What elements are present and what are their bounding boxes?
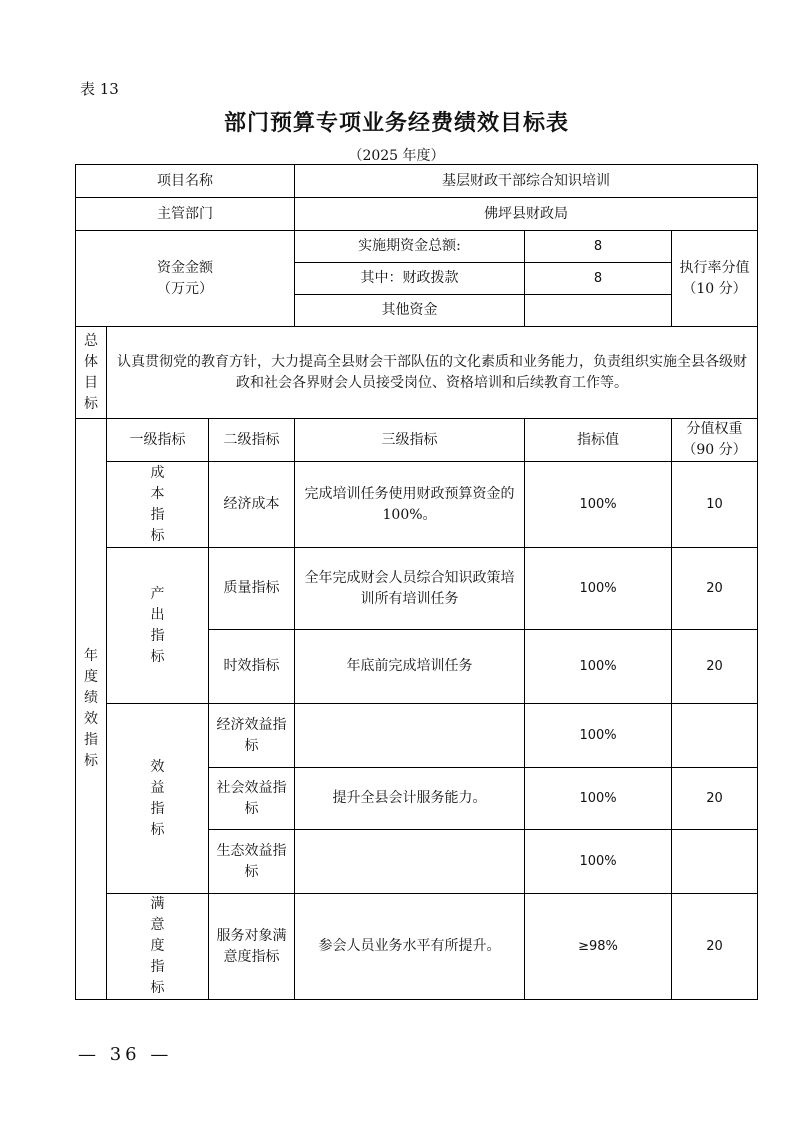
funds-other-value <box>525 295 672 327</box>
weight-cell: 20 <box>672 548 758 630</box>
level1-cost: 成本指标 <box>107 462 209 548</box>
level3-cell: 年底前完成培训任务 <box>295 630 525 704</box>
level3-cell: 全年完成财会人员综合知识政策培训所有培训任务 <box>295 548 525 630</box>
level2-cell: 时效指标 <box>209 630 295 704</box>
value-cell: 100% <box>525 830 672 894</box>
performance-target-table <box>75 164 758 1000</box>
overall-goal-row <box>76 327 758 419</box>
level1-benefit: 效益指标 <box>107 704 209 894</box>
level2-cell: 社会效益指标 <box>209 768 295 830</box>
overall-goal-text: 认真贯彻党的教育方针，大力提高全县财会干部队伍的文化素质和业务能力，负责组织实施全县各级财政和社会各界财会人员接受岗位、资格培训和后续教育工作等。 <box>107 327 758 419</box>
level2-cell: 经济成本 <box>209 462 295 548</box>
funds-unit: （万元） <box>157 280 214 297</box>
level3-cell: 提升全县会计服务能力。 <box>295 768 525 830</box>
table-number-label: 表 13 <box>80 80 119 98</box>
project-name-value: 基层财政干部综合知识培训 <box>295 165 758 198</box>
project-name-row <box>76 165 758 198</box>
project-name-label: 项目名称 <box>76 165 295 198</box>
funds-total-row <box>76 231 758 263</box>
funds-fiscal-value: 8 <box>525 263 672 295</box>
annual-indicators-label: 年度绩效指标 <box>76 419 107 1000</box>
level3-cell: 参会人员业务水平有所提升。 <box>295 894 525 1000</box>
funds-label-cell <box>76 231 295 327</box>
value-cell: 100% <box>525 630 672 704</box>
document-year: （2025 年度） <box>348 148 445 164</box>
level2-cell: 生态效益指标 <box>209 830 295 894</box>
funds-label: 资金金额 <box>157 259 214 276</box>
header-weight: 分值权重（90 分） <box>672 419 758 462</box>
page-number: — 36 — <box>78 1044 173 1065</box>
department-label: 主管部门 <box>76 198 295 231</box>
funds-fiscal-label: 其中：财政拨款 <box>295 263 525 295</box>
document-title: 部门预算专项业务经费绩效目标表 <box>223 110 569 136</box>
weight-cell: 20 <box>672 768 758 830</box>
level2-cell: 经济效益指标 <box>209 704 295 768</box>
level1-satisfaction: 满意度指标 <box>107 894 209 1000</box>
funds-other-label: 其他资金 <box>295 295 525 327</box>
table-row <box>76 704 758 768</box>
header-level3: 三级指标 <box>295 419 525 462</box>
header-level1: 一级指标 <box>107 419 209 462</box>
indicator-header-row <box>76 419 758 462</box>
level1-output: 产出指标 <box>107 548 209 704</box>
level2-cell: 质量指标 <box>209 548 295 630</box>
value-cell: 100% <box>525 704 672 768</box>
value-cell: 100% <box>525 462 672 548</box>
value-cell: ≥98% <box>525 894 672 1000</box>
level3-cell <box>295 704 525 768</box>
weight-cell: 20 <box>672 630 758 704</box>
value-cell: 100% <box>525 548 672 630</box>
department-value: 佛坪县财政局 <box>295 198 758 231</box>
table-row <box>76 462 758 548</box>
overall-goal-label: 总体目标 <box>76 327 107 419</box>
header-level2: 二级指标 <box>209 419 295 462</box>
weight-cell: 10 <box>672 462 758 548</box>
level3-cell <box>295 830 525 894</box>
level2-cell: 服务对象满意度指标 <box>209 894 295 1000</box>
execution-rate-score-label: 执行率分值（10 分） <box>672 231 758 327</box>
funds-total-value: 8 <box>525 231 672 263</box>
weight-cell <box>672 704 758 768</box>
table-row <box>76 894 758 1000</box>
weight-cell <box>672 830 758 894</box>
department-row <box>76 198 758 231</box>
funds-total-label: 实施期资金总额: <box>295 231 525 263</box>
header-value: 指标值 <box>525 419 672 462</box>
weight-cell: 20 <box>672 894 758 1000</box>
table-row <box>76 548 758 630</box>
level3-cell: 完成培训任务使用财政预算资金的 100%。 <box>295 462 525 548</box>
value-cell: 100% <box>525 768 672 830</box>
